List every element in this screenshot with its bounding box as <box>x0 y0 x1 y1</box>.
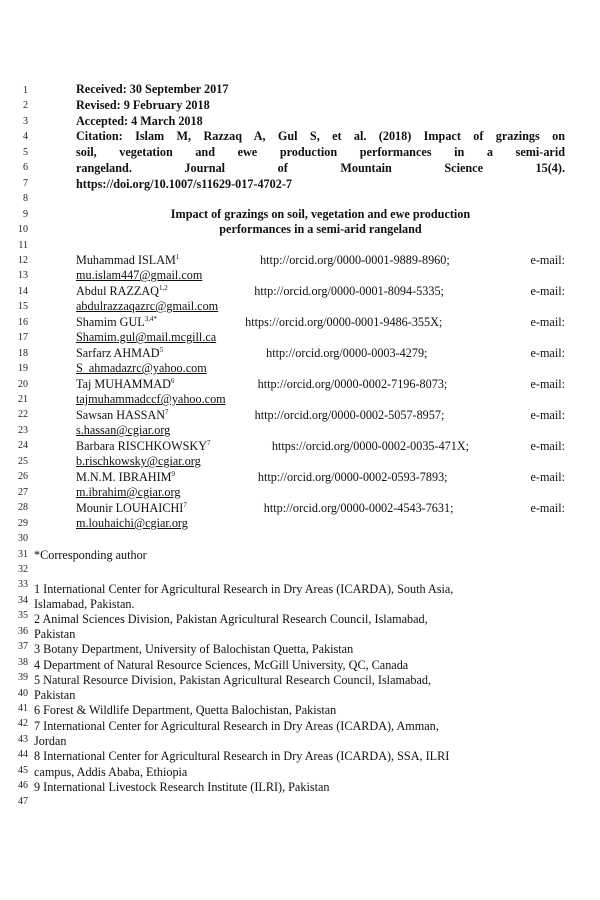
line-number: 7 <box>23 177 28 189</box>
affiliation-5-line-1: 5 Natural Resource Division, Pakistan Agricultural Research Council, Islamabad, <box>34 673 432 687</box>
email-label: e-mail: <box>530 501 565 515</box>
line-number: 24 <box>18 440 28 452</box>
author-affiliation-marker: 3,4* <box>144 314 157 323</box>
line-number: 21 <box>18 394 28 405</box>
author-email-link[interactable]: Shamim.gul@mail.mcgill.ca <box>76 330 217 344</box>
author-affiliation-marker: 1 <box>175 252 180 261</box>
line-number: 23 <box>18 424 28 436</box>
line-number: 4 <box>23 131 28 143</box>
author-email-link[interactable]: tajmuhammadccf@yahoo.com <box>76 392 226 406</box>
author-row <box>76 408 565 422</box>
author-row <box>76 377 565 391</box>
author-email-link[interactable]: b.rischkowsky@cgiar.org <box>76 454 201 468</box>
affiliation-2-line-1: 2 Animal Sciences Division, Pakistan Agricultural Research Council, Islamabad, <box>34 612 428 626</box>
author-orcid-link[interactable]: http://orcid.org/0000-0002-4543-7631; <box>263 501 454 515</box>
line-number: 12 <box>18 254 28 266</box>
email-label: e-mail: <box>530 470 565 484</box>
author-email-link[interactable]: m.ibrahim@cgiar.org <box>76 485 181 499</box>
author-name: Shamim $GUL^{3,4*}$ <box>76 314 157 329</box>
author-row <box>76 470 565 484</box>
line-number: 36 <box>18 625 28 637</box>
author-affiliation-marker: 1,2 <box>158 283 168 292</box>
line-number: 25 <box>18 455 28 467</box>
line-number: 19 <box>18 363 28 375</box>
citation-line-2: soil, vegetation and ewe production performances in a semi-arid <box>76 145 565 159</box>
author-email-link[interactable]: mu.islam447@gmail.com <box>76 268 203 282</box>
author-name: M.N.M. IBRAHIM$^9$ <box>76 469 175 484</box>
line-number: 26 <box>18 471 28 483</box>
line-number: 11 <box>18 239 28 251</box>
line-number: 15 <box>18 301 28 313</box>
author-orcid-link[interactable]: http://orcid.org/0000-0001-8094-5335; <box>254 284 444 298</box>
line-number: 1 <box>23 85 28 96</box>
received-date: Received: 30 September 2017 <box>76 82 229 96</box>
line-number: 2 <box>23 100 28 112</box>
author-orcid-link[interactable]: http://orcid.org/0000-0002-7196-8073; <box>257 377 448 391</box>
author-name: Barbara RISCHKOWSKY$^7$ <box>76 438 211 453</box>
citation-line-1: Citation: Islam M, Razzaq A, Gul S, et al. (2018) Impact of grazings on <box>76 129 565 143</box>
author-orcid-link[interactable]: https://orcid.org/0000-0001-9486-355X; <box>245 315 443 329</box>
line-number: 20 <box>18 378 28 390</box>
affiliation-9: 9 International Livestock Research Institute (ILRI), Pakistan <box>34 780 330 794</box>
line-number: 47 <box>18 795 28 807</box>
line-number: 41 <box>18 703 28 714</box>
author-orcid-link[interactable]: http://orcid.org/0000-0002-0593-7893; <box>257 470 448 484</box>
author-row <box>76 284 565 298</box>
author-name: Sarfarz AHMAD$^5$ <box>76 345 164 360</box>
author-row <box>76 346 565 360</box>
affiliation-8-line-2: campus, Addis Ababa, Ethiopia <box>34 765 188 779</box>
line-number: 27 <box>18 486 28 498</box>
email-label: e-mail: <box>530 284 565 298</box>
email-label: e-mail: <box>530 346 565 360</box>
affiliation-8-line-1: 8 International Center for Agricultural Research in Dry Areas (ICARDA), SSA, ILRI <box>34 749 450 763</box>
author-affiliation-marker: 7 <box>165 407 169 416</box>
author-name: Sawsan HASSAN$^7$ <box>76 407 169 422</box>
author-email-link[interactable]: abdulrazzaqazrc@gmail.com <box>76 299 219 313</box>
affiliation-1-line-1: 1 International Center for Agricultural Research in Dry Areas (ICARDA), South Asia, <box>34 582 454 596</box>
corresponding-author-note: *Corresponding author <box>34 548 147 562</box>
line-number: 13 <box>18 270 28 282</box>
email-label: e-mail: <box>530 377 565 391</box>
author-affiliation-marker: 6 <box>170 376 175 385</box>
author-affiliation-marker: 9 <box>171 469 175 478</box>
line-number: 38 <box>18 656 28 668</box>
line-number: 37 <box>18 641 28 653</box>
email-label: e-mail: <box>530 315 565 329</box>
affiliation-3: 3 Botany Department, University of Balochistan Quetta, Pakistan <box>34 642 354 656</box>
affiliation-7-line-2: Jordan <box>34 734 67 748</box>
line-number: 46 <box>18 780 28 792</box>
affiliation-7-line-1: 7 International Center for Agricultural Research in Dry Areas (ICARDA), Amman, <box>34 719 439 733</box>
author-orcid-link[interactable]: http://orcid.org/0000-0002-5057-8957; <box>254 408 445 422</box>
line-number: 30 <box>18 533 28 545</box>
line-number: 34 <box>18 594 28 606</box>
author-name: Muhammad ISLAM$^1$ <box>76 252 180 267</box>
line-number: 10 <box>18 224 28 236</box>
line-number: 8 <box>23 193 28 205</box>
line-number: 22 <box>18 409 28 421</box>
line-number: 6 <box>23 162 28 174</box>
citation-doi[interactable]: https://doi.org/10.1007/s11629-017-4702-7 <box>76 177 292 191</box>
affiliation-1-line-2: Islamabad, Pakistan. <box>34 597 135 611</box>
author-email-link[interactable]: S_ahmadazrc@yahoo.com <box>76 361 207 375</box>
author-orcid-link[interactable]: https://orcid.org/0000-0002-0035-471X; <box>271 439 470 453</box>
line-number: 33 <box>18 579 28 591</box>
line-number: 42 <box>18 718 28 730</box>
author-row <box>76 439 565 453</box>
author-email-link[interactable]: s.hassan@cgiar.org <box>76 423 171 437</box>
affiliation-5-line-2: Pakistan <box>34 688 76 702</box>
line-number: 43 <box>18 733 28 745</box>
affiliation-2-line-2: Pakistan <box>34 627 76 641</box>
line-number: 39 <box>18 672 28 684</box>
citation-line-3: rangeland. Journal of Mountain Science 15(4). <box>76 161 565 175</box>
author-affiliation-marker: 7 <box>207 438 211 447</box>
email-label: e-mail: <box>530 253 565 267</box>
author-row <box>76 315 565 329</box>
line-number: 5 <box>23 146 28 158</box>
email-label: e-mail: <box>530 408 565 422</box>
accepted-date: Accepted: 4 March 2018 <box>76 114 203 128</box>
line-number: 17 <box>18 332 28 344</box>
revised-date: Revised: 9 February 2018 <box>76 98 210 112</box>
author-affiliation-marker: 7 <box>183 500 187 509</box>
line-number: 9 <box>23 208 28 220</box>
author-orcid-link[interactable]: http://orcid.org/0000-0001-9889-8960; <box>260 253 450 267</box>
line-number: 45 <box>18 764 28 776</box>
author-email-link[interactable]: m.louhaichi@cgiar.org <box>76 516 188 530</box>
line-number: 28 <box>18 502 28 514</box>
paper-title-line-1: Impact of grazings on soil, vegetation and ewe production <box>170 207 471 221</box>
paper-title-line-2: performances in a semi-arid rangeland <box>219 222 422 236</box>
line-number: 35 <box>18 610 28 622</box>
line-number: 40 <box>18 687 28 699</box>
author-row <box>76 501 565 515</box>
affiliation-6: 6 Forest & Wildlife Department, Quetta Balochistan, Pakistan <box>34 703 337 717</box>
line-number: 44 <box>18 749 28 761</box>
line-number: 18 <box>18 347 28 359</box>
affiliation-4: 4 Department of Natural Resource Sciences, McGill University, QC, Canada <box>34 658 409 672</box>
author-name: Mounir LOUHAICHI$^7$ <box>76 500 187 515</box>
author-name: Abdul RAZZAQ$^{1,2}$ <box>76 283 168 298</box>
author-orcid-link[interactable]: http://orcid.org/0000-0003-4279; <box>266 346 428 360</box>
line-number: 3 <box>23 115 28 127</box>
line-number: 16 <box>18 316 28 328</box>
line-number: 29 <box>18 517 28 529</box>
author-affiliation-marker: 5 <box>159 345 164 354</box>
author-name: Taj MUHAMMAD$^6$ <box>76 376 175 391</box>
line-number: 14 <box>18 285 28 297</box>
line-number: 32 <box>18 563 28 575</box>
author-row <box>76 253 565 267</box>
line-number: 31 <box>18 548 28 560</box>
email-label: e-mail: <box>530 439 565 453</box>
